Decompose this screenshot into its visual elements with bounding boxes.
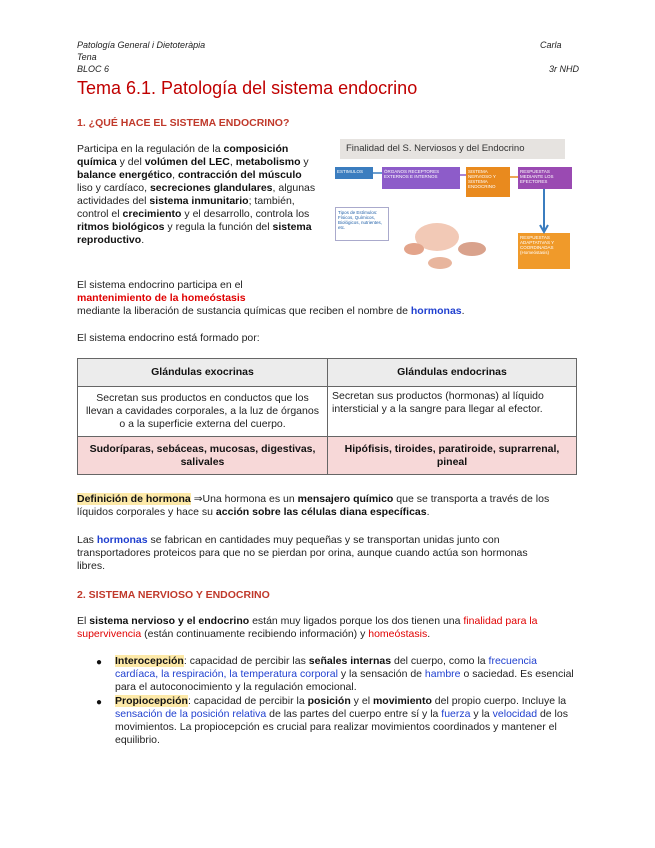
homeostasis-line3-a: mediante la liberación de sustancia químicas que reciben el nombre de [77, 305, 411, 317]
arrow-4 [540, 189, 548, 232]
text-run: , [172, 169, 178, 181]
text-run: y regula la función del [164, 221, 273, 233]
bold-term: volúmen del LEC [144, 156, 230, 168]
bold-term: movimiento [372, 695, 432, 707]
formed-by: El sistema endocrino está formado por: [77, 332, 260, 344]
list-item-propiocepcion [115, 695, 580, 747]
table-header-cell: Glándulas exocrinas [78, 359, 328, 387]
s2-bold: sistema nervioso y el endocrino [89, 615, 250, 627]
bullet-label: Propiocepción [115, 695, 188, 707]
s2-red-1: finalidad para la supervivencia [77, 615, 538, 640]
diagram-box-responses: RESPUESTAS MEDIANTE LOS EFECTORES [518, 167, 572, 189]
text-run: del propio cuerpo. Incluye la [431, 695, 567, 707]
text-run: y la [470, 708, 493, 720]
text-run: y el desarrollo, controla los [181, 208, 310, 220]
organ-illustration [428, 257, 452, 269]
homeostasis-line1: El sistema endocrino participa en el [77, 279, 243, 291]
s2-red-2: homeóstasis [368, 628, 428, 640]
table-cell: Secretan sus productos (hormonas) al líquido intersticial y a la sangre para llegar al efector. [328, 387, 577, 437]
bold-term: secreciones glandulares [149, 182, 273, 194]
definition-bold-1: mensajero químico [297, 493, 394, 505]
bold-term: posición [307, 695, 351, 707]
bold-term: crecimiento [122, 208, 182, 220]
blue-term: velocidad [492, 708, 538, 720]
s2-c: están muy ligados porque los dos tienen una [249, 615, 464, 627]
section2-heading: 2. SISTEMA NERVIOSO Y ENDOCRINO [77, 589, 270, 601]
bullet-dot-icon: ● [96, 657, 103, 668]
organ-illustration [404, 243, 424, 255]
text-run: : capacidad de percibir las [183, 655, 309, 667]
hormone-transport [77, 534, 557, 573]
bold-term: composición química [77, 143, 289, 168]
text-run: y la sensación de [337, 668, 425, 680]
text-run: Participa en la regulación de la [77, 143, 224, 155]
section1-intro [77, 143, 317, 247]
transport-hormonas: hormonas [96, 534, 148, 546]
text-run: o saciedad. Es esencial para el autoconocimiento y la regulación emocional. [115, 668, 574, 693]
homeostasis-line3-b: . [461, 305, 465, 317]
blue-term: hambre [424, 668, 461, 680]
bullet-label: Interocepción [115, 655, 184, 667]
header-course: 3r NHD [549, 64, 580, 74]
arrow-icon: ⇒ [193, 493, 203, 505]
header-author: Carla [540, 40, 562, 50]
text-run: y del [116, 156, 145, 168]
diagram-box-adaptive: RESPUESTAS ADAPTATIVAS Y COORDINADAS (Homeóstasis) [518, 233, 570, 269]
glands-table [77, 358, 577, 475]
text-run: de los movimientos. La propiocepción es crucial para realizar movimientos coordinados y mantener el equilibrio. [115, 708, 568, 746]
bold-term: metabolismo [235, 156, 301, 168]
list-item-interocepcion [115, 655, 575, 694]
page-title: Tema 6.1. Patología del sistema endocrino [77, 78, 418, 98]
table-header-row [78, 359, 577, 387]
diagram-box-stimuli: ESTIMULOS [335, 167, 373, 179]
text-run: ; también, control el [77, 195, 295, 220]
table-row [78, 437, 577, 475]
text-run: : capacidad de percibir la [187, 695, 308, 707]
s2-d: (están continuamente recibiendo información) y [141, 628, 369, 640]
header-surname: Tena [77, 52, 97, 62]
section2-paragraph [77, 615, 567, 641]
text-run: del cuerpo, como la [391, 655, 489, 667]
bold-term: ritmos biológicos [77, 221, 165, 233]
diagram-caption: Finalidad del S. Nerviosos y del Endocrino [340, 139, 565, 159]
hormonas-term: hormonas [410, 305, 462, 317]
table-row [78, 387, 577, 437]
bold-term: sistema reproductivo [77, 221, 312, 246]
table-header-cell: Glándulas endocrinas [328, 359, 577, 387]
hormone-definition [77, 493, 577, 519]
definition-text-a: Una hormona es un [202, 493, 298, 505]
homeostasis-line3 [77, 305, 465, 318]
homeostasis-red-text: mantenimiento de la homeóstasis [77, 292, 246, 304]
blue-term: frecuencia cardíaca, la respiración, la temperatura corporal [115, 655, 537, 680]
text-run: , algunas actividades del [77, 182, 316, 207]
table-cell: Secretan sus productos en conductos que los llevan a cavidades corporales, a la luz de órganos o a la superficie externa del cuerpo. [78, 387, 328, 437]
header-block: BLOC 6 [77, 64, 110, 74]
bold-term: balance energético [77, 169, 173, 181]
diagram-box-systems: SISTEMA NERVIOSO Y SISTEMA ENDOCRINO [466, 167, 510, 197]
transport-b: se fabrican en cantidades muy pequeñas y se transportan unidas junto con transportadores proteicos para que no se pierdan por orina, aunque cuando actúa son hormonas libres. [77, 534, 528, 572]
endocrine-diagram [332, 137, 582, 277]
bold-term: señales internas [308, 655, 392, 667]
homeostasis-red [77, 292, 246, 305]
definition-text-c: . [426, 506, 430, 518]
text-run: liso y cardíaco, [77, 182, 150, 194]
diagram-box-stimuli-types: Tipos de Estímulos: Físicos, Químicos, Biológicos, nutrientes, etc. [335, 207, 389, 241]
bold-term: contracción del músculo [177, 169, 302, 181]
bullet-dot-icon: ● [96, 697, 103, 708]
transport-a: Las [77, 534, 97, 546]
s2-e: . [427, 628, 431, 640]
definition-label: Definición de hormona [77, 493, 191, 505]
s2-a: El [77, 615, 90, 627]
organ-illustration [458, 242, 486, 256]
text-run: , [229, 156, 236, 168]
text-run: y el [350, 695, 373, 707]
text-run: de las partes del cuerpo entre sí y la [266, 708, 442, 720]
table-cell: Hipófisis, tiroides, paratiroide, suprarrenal, pineal [328, 437, 577, 475]
header-subject: Patología General i Dietoteràpia [77, 40, 206, 50]
table-cell: Sudoríparas, sebáceas, mucosas, digestivas, salivales [78, 437, 328, 475]
section1-heading: 1. ¿QUÉ HACE EL SISTEMA ENDOCRINO? [77, 117, 290, 129]
blue-term: sensación de la posición relativa [115, 708, 267, 720]
text-run: . [141, 234, 145, 246]
bold-term: sistema inmunitario [149, 195, 249, 207]
blue-term: fuerza [441, 708, 471, 720]
definition-bold-2: acción sobre las células diana específicas [215, 506, 427, 518]
definition-text-b: que se transporta a través de los líquidos corporales y hace su [77, 493, 550, 518]
diagram-box-receptors: ÓRGANOS RECEPTORES EXTERNOS E INTERNOS [382, 167, 460, 189]
text-run: y [300, 156, 309, 168]
diagram-arrows [332, 137, 582, 277]
